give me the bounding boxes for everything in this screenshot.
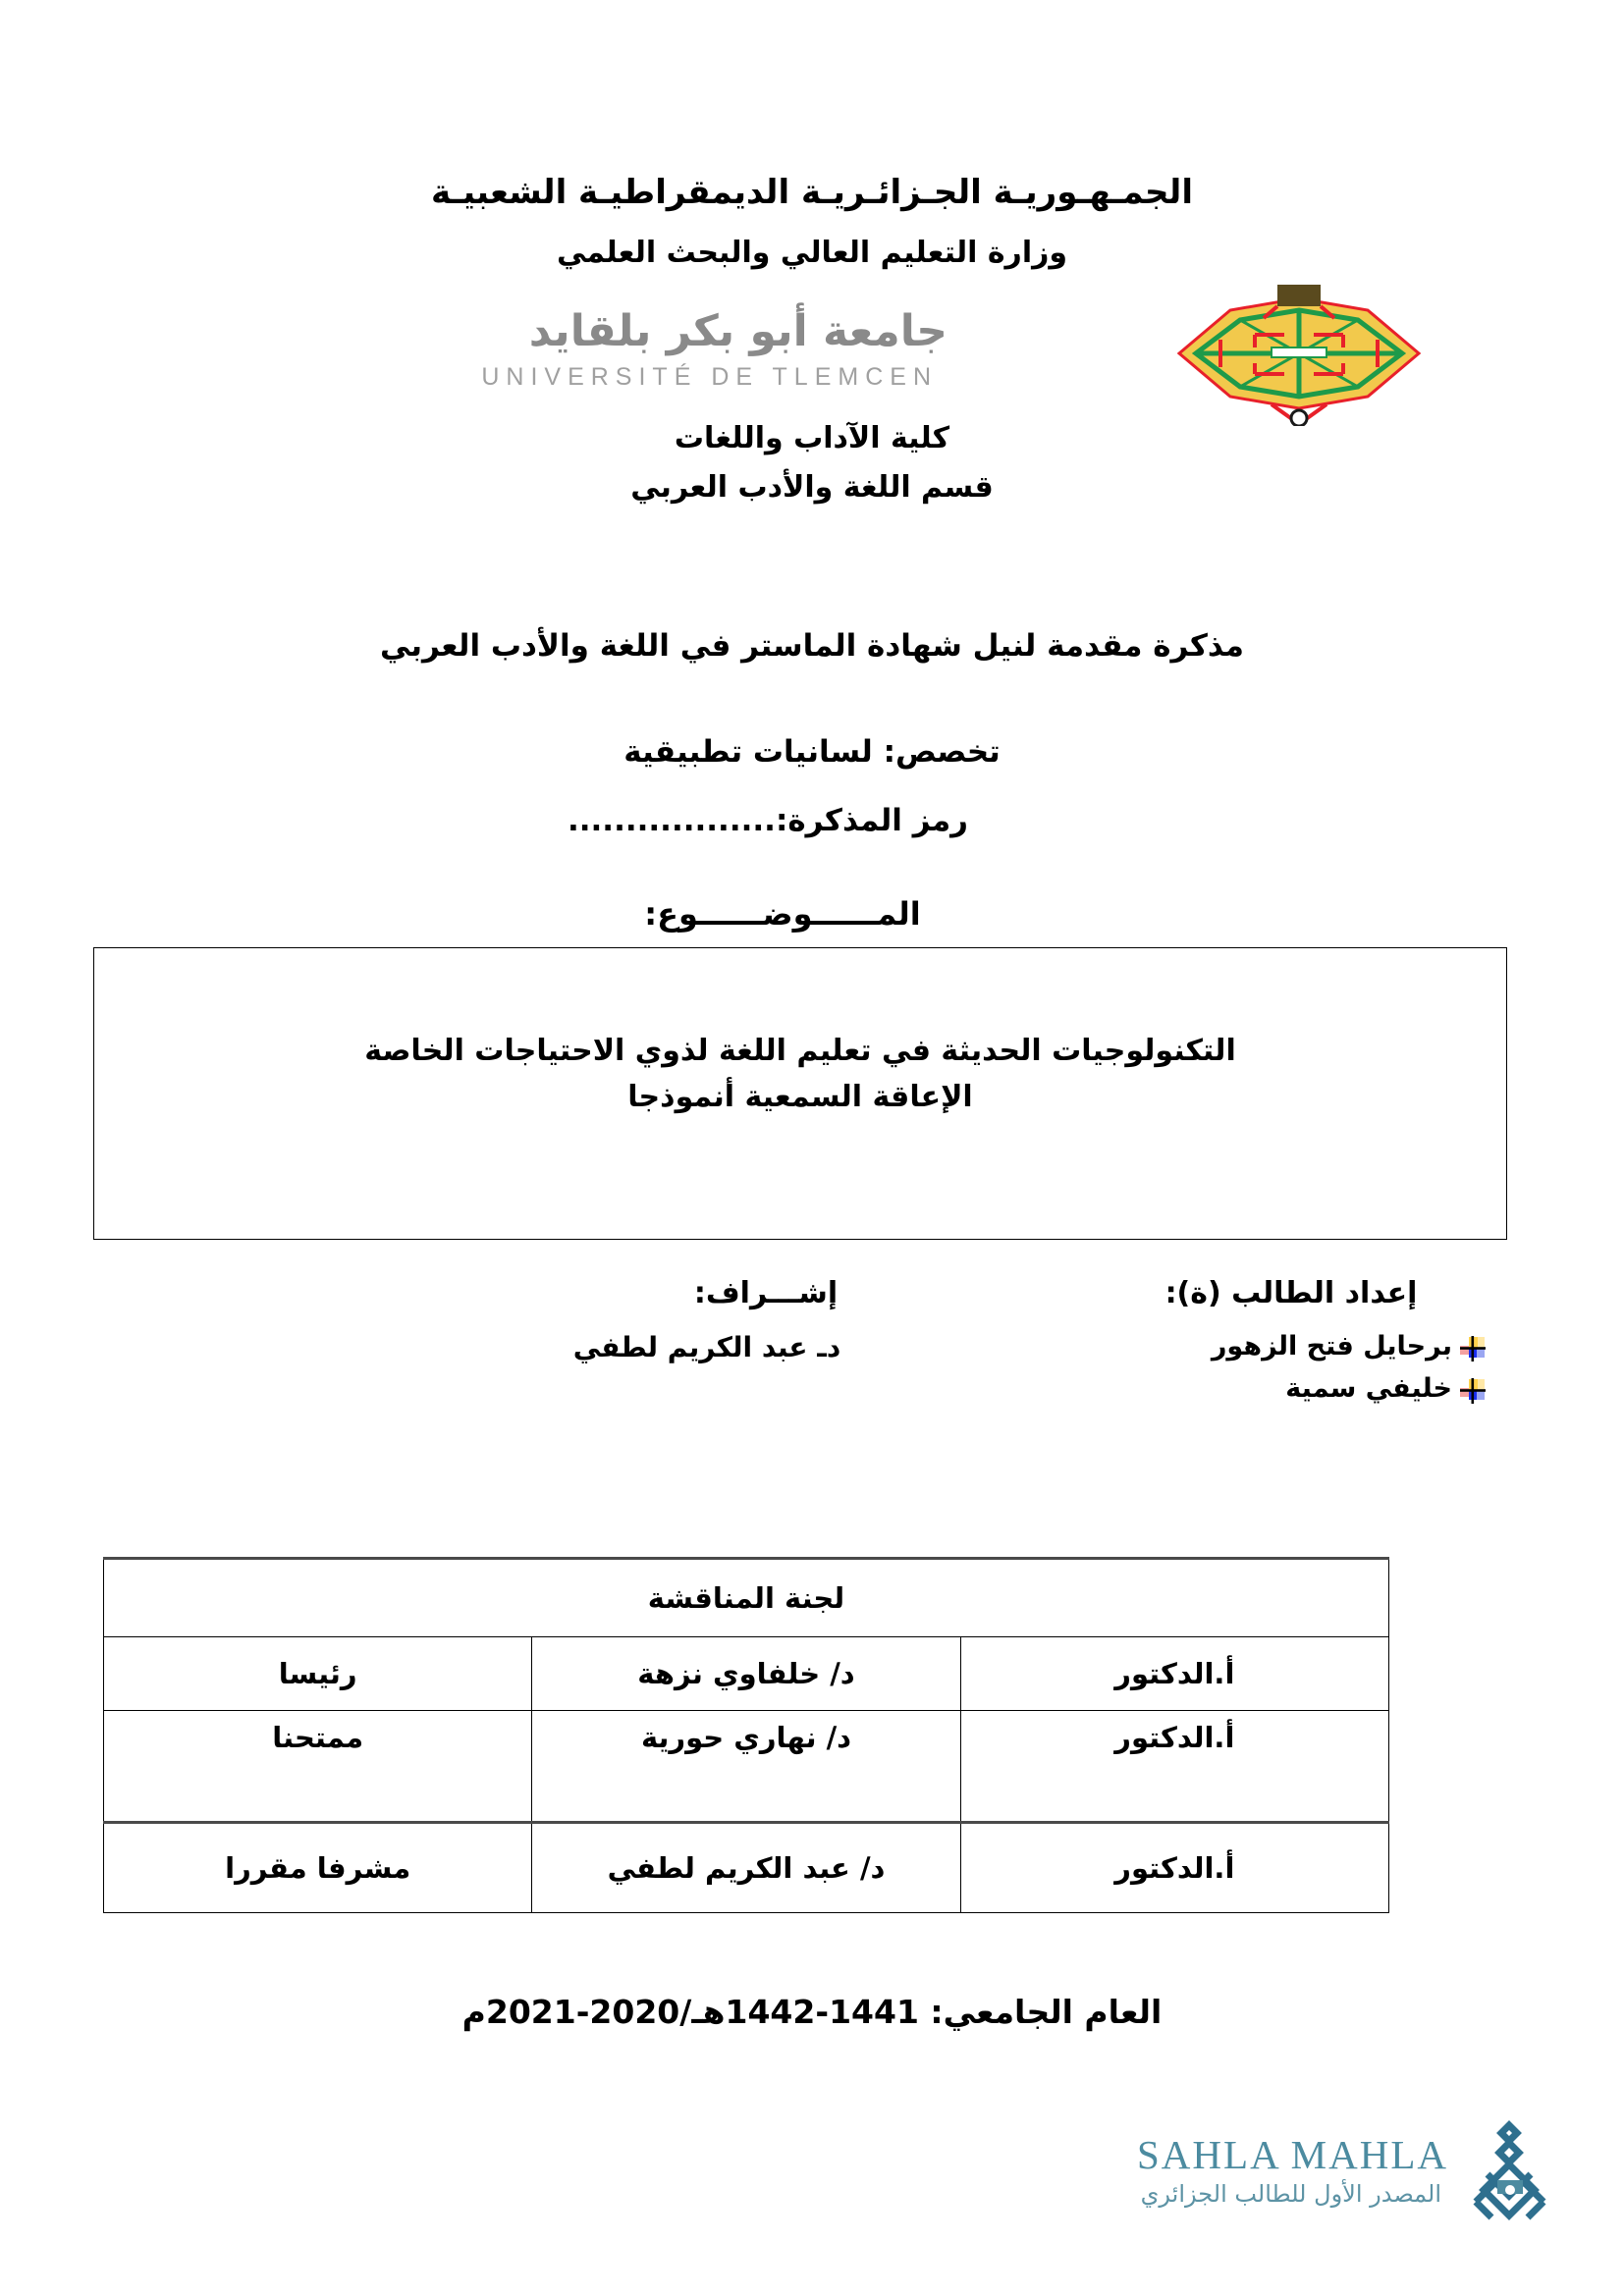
sahla-mahla-watermark [1090, 2125, 1561, 2263]
committee-name: د/ نهاري حورية [532, 1711, 960, 1823]
list-item [1056, 1369, 1507, 1408]
colored-cross-bullet-icon [1460, 1376, 1486, 1402]
department-line: قسم اللغة والأدب العربي [630, 470, 994, 505]
committee-header: لجنة المناقشة [104, 1559, 1389, 1637]
student-list [1056, 1327, 1507, 1412]
degree-statement: مذكرة مقدمة لنيل شهادة الماستر في اللغة والأدب العربي [380, 628, 1244, 664]
committee-name: د/ عبد الكريم لطفي [532, 1823, 960, 1913]
faculty-line: كلية الآداب واللغات [674, 421, 950, 455]
academic-year: العام الجامعي: 1441-1442هـ/2020-2021م [461, 1993, 1163, 2031]
student-name: خليفي سمية [1285, 1373, 1452, 1405]
student-name: برحايل فتح الزهور [1211, 1331, 1452, 1362]
committee-role: مشرفا مقررا [104, 1823, 532, 1913]
table-header-row [104, 1559, 1389, 1637]
committee-title: أ.الدكتور [960, 1823, 1388, 1913]
authors-section [93, 1276, 1507, 1433]
country-line: الجمـهـوريـة الجـزائـريـة الديمقراطيـة الشعبيـة [431, 173, 1193, 212]
university-banner [211, 306, 1448, 404]
tlemcen-diamond-emblem-icon [1162, 281, 1436, 426]
table-row [104, 1637, 1389, 1711]
table-row [104, 1711, 1389, 1823]
university-name-french: UNIVERSITÉ DE TLEMCEN [481, 363, 938, 391]
colored-cross-bullet-icon [1460, 1334, 1486, 1360]
memo-code-line: رمز المذكرة:.................. [567, 803, 969, 838]
thesis-title-line-1: التكنولوجيات الحديثة في تعليم اللغة لذوي الاحتياجات الخاصة [364, 1034, 1236, 1068]
watermark-brand: SAHLA MAHLA [1137, 2132, 1448, 2177]
committee-name: د/ خلفاوي نزهة [532, 1637, 960, 1711]
supervisor-label: إشـــراف: [693, 1276, 839, 1310]
thesis-title-box [93, 947, 1507, 1240]
watermark-tagline: المصدر الأول للطالب الجزائري [1140, 2180, 1441, 2208]
committee-title: أ.الدكتور [960, 1711, 1388, 1823]
list-item [1056, 1327, 1507, 1365]
university-name-arabic: جامعة أبو بكر بلقايد [528, 306, 947, 356]
ministry-line: وزارة التعليم العالي والبحث العلمي [556, 236, 1068, 270]
committee-role: ممتحنا [104, 1711, 532, 1823]
thesis-title [94, 1029, 1506, 1120]
committee-title: أ.الدكتور [960, 1637, 1388, 1711]
specialty-line: تخصص: لسانيات تطبيقية [623, 734, 1001, 770]
supervisor-name: دـ عبد الكريم لطفي [572, 1331, 841, 1363]
thesis-title-line-2: الإعاقة السمعية أنموذجا [627, 1079, 973, 1114]
subject-heading: المــــــوضــــــوع: [644, 895, 921, 933]
committee-table [103, 1557, 1389, 1913]
committee-role: رئيسا [104, 1637, 532, 1711]
table-row [104, 1823, 1389, 1913]
student-label: إعداد الطالب (ة): [1164, 1276, 1418, 1310]
sahla-mahla-knot-logo-icon [1458, 2119, 1561, 2237]
